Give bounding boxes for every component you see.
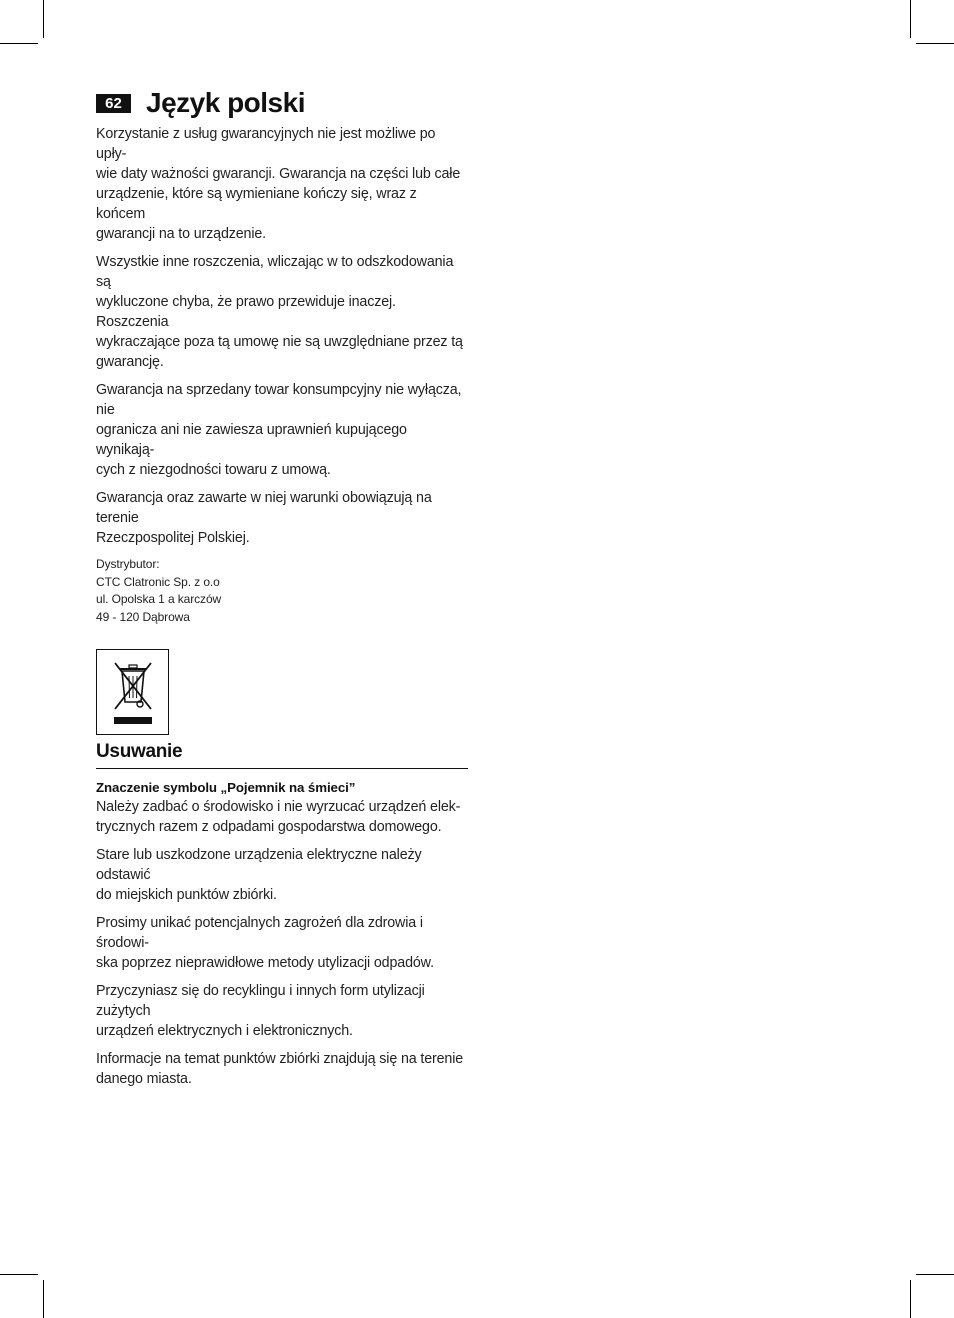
paragraph: Należy zadbać o środowisko i nie wyrzucać urządzeń elek- trycznych razem z odpadami gospodarstwa domowego.: [96, 799, 461, 835]
page-number: 62: [96, 94, 131, 113]
distributor-company: CTC Clatronic Sp. z o.o: [96, 574, 220, 589]
paragraph: Prosimy unikać potencjalnych zagrożeń dla zdrowia i środowi- ska poprzez nieprawidłowe metody utylizacji odpadów.: [96, 915, 434, 971]
distributor-city: 49 - 120 Dąbrowa: [96, 609, 190, 624]
crop-mark: [916, 1274, 954, 1275]
crossed-out-wheelie-bin-icon: [96, 649, 169, 735]
content-column: [96, 124, 468, 1097]
paragraph: Gwarancja na sprzedany towar konsumpcyjny nie wyłącza, nie ogranicza ani nie zawiesza uprawnień kupującego wynikają- cych z niezgodności towaru z umową.: [96, 382, 462, 478]
paragraph: Wszystkie inne roszczenia, wliczając w to odszkodowania są wykluczone chyba, że prawo przewiduje inaczej. Roszczenia wykraczające poza tą umowę nie są uwzględniane przez tą gwarancję.: [96, 254, 463, 370]
paragraph: Gwarancja oraz zawarte w niej warunki obowiązują na terenie Rzeczpospolitej Polskiej.: [96, 490, 432, 546]
crop-mark: [910, 0, 911, 38]
subheading: Znaczenie symbolu „Pojemnik na śmieci”: [96, 780, 356, 795]
distributor-address: [96, 556, 468, 626]
page-header: [96, 86, 305, 120]
disposal-section: [96, 778, 468, 1089]
paragraph: Stare lub uszkodzone urządzenia elektryczne należy odstawić do miejskich punktów zbiórki.: [96, 847, 422, 903]
paragraph: Informacje na temat punktów zbiórki znajdują się na terenie danego miasta.: [96, 1051, 464, 1087]
paragraph: Przyczyniasz się do recyklingu i innych form utylizacji zużytych urządzeń elektrycznych i elektronicznych.: [96, 983, 425, 1039]
crop-mark: [43, 1280, 44, 1318]
crop-mark: [43, 0, 44, 38]
crop-mark: [916, 43, 954, 44]
crop-mark: [910, 1280, 911, 1318]
distributor-label: Dystrybutor:: [96, 557, 160, 571]
section-title: Usuwanie: [96, 740, 468, 769]
warranty-section: [96, 124, 468, 548]
distributor-street: ul. Opolska 1 a karczów: [96, 592, 222, 606]
crop-mark: [0, 1274, 38, 1275]
crop-mark: [0, 43, 38, 44]
paragraph: Korzystanie z usług gwarancyjnych nie jest możliwe po upły- wie daty ważności gwarancji. Gwarancja na części lub całe urządzenie, które są wymieniane kończy się, wraz z końcem gwarancji na to urządzenie.: [96, 126, 461, 242]
page-title: Język polski: [146, 87, 305, 118]
